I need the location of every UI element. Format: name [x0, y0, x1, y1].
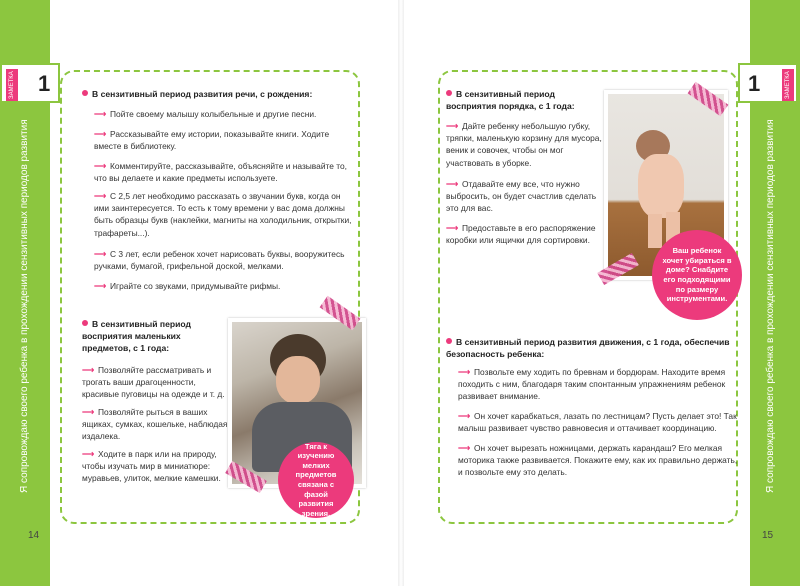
right-section1-heading: В сензитивный период восприятия порядка, с 1 года:: [446, 89, 575, 111]
right-note-label: ЗАМЕТКА: [782, 69, 794, 101]
arrow-icon: ⟶: [458, 411, 471, 421]
arrow-icon: ⟶: [82, 449, 95, 459]
list-item: ⟶ С 3 лет, если ребенок хочет нарисовать буквы, вооружитесь ручками, бумагой, грифельной доской, мелками.: [94, 249, 345, 272]
list-item: ⟶ Отдавайте ему все, что нужно выбросить, он будет счастлив сделать это для вас.: [446, 179, 597, 214]
bullet-icon: [446, 90, 452, 96]
arrow-icon: ⟶: [94, 249, 107, 259]
bullet-icon: [82, 90, 88, 96]
bullet-icon: [446, 338, 452, 344]
list-item: ⟶ Дайте ребенку небольшую губку, тряпки, маленькую корзину для мусора, веник и совочек, чтобы он мог участвовать в уборке.: [446, 121, 602, 168]
list-item: ⟶ Пойте своему малышу колыбельные и другие песни.: [94, 109, 317, 119]
left-page-number: 14: [28, 530, 40, 541]
list-item: ⟶ Ходите в парк или на природу, чтобы изучать мир в миниатюре: муравьев, улиток, мелкие камешки.: [82, 449, 221, 484]
child-face: [276, 356, 320, 404]
left-section2-heading: В сензитивный период восприятия маленьких предметов, с 1 года:: [82, 319, 191, 353]
list-item: ⟶ Он хочет вырезать ножницами, держать карандаш? Его мелкая моторика также развивается. Покажите ему, как их правильно держать, и позвольте ему это делать.: [458, 443, 738, 478]
list-item: ⟶ Комментируйте, рассказывайте, объясняйте и называйте то, что вы делаете и какие предметы используете.: [94, 161, 347, 184]
arrow-icon: ⟶: [458, 443, 471, 453]
arrow-icon: ⟶: [458, 367, 471, 377]
right-info-bubble: Ваш ребенок хочет убираться в доме? Снабдите его подходящими по размеру инструментами.: [652, 230, 742, 320]
left-side-text: Я сопровождаю своего ребенка в прохождении сензитивных периодов развития: [19, 119, 30, 493]
left-note-label: ЗАМЕТКА: [6, 69, 18, 101]
list-item: ⟶ С 2,5 лет необходимо рассказать о звучании букв, когда он ими заинтересуется. То есть к тому времени у вас дома должны быть образцы букв (наклейки, магниты на холодильник, открытки, трафареты...).: [94, 191, 352, 238]
list-item: ⟶ Предоставьте в его распоряжение коробки или ящички для сортировки.: [446, 223, 596, 246]
left-info-bubble: Тяга к изучению мелких предметов связана с фазой развития зрения.: [278, 442, 354, 518]
arrow-icon: ⟶: [94, 191, 107, 201]
right-section2-heading: В сензитивный период развития движения, с 1 года, обеспечив безопасность ребенка:: [446, 337, 730, 359]
list-item: ⟶ Позволяйте рассматривать и трогать ваши драгоценности, красивые пуговицы на одежде и т. д.: [82, 365, 225, 400]
child-body: [638, 154, 684, 218]
right-side-text: Я сопровождаю своего ребенка в прохождении сензитивных периодов развития: [765, 119, 776, 493]
list-item: ⟶ Играйте со звуками, придумывайте рифмы.: [94, 281, 281, 291]
arrow-icon: ⟶: [94, 281, 107, 291]
arrow-icon: ⟶: [94, 129, 107, 139]
arrow-icon: ⟶: [446, 223, 459, 233]
list-item: ⟶ Позвольте ему ходить по бревнам и бордюрам. Находите время походить с ним, благодаря таким спонтанным упражнениям ребенок развивает внимание.: [458, 367, 726, 402]
list-item: ⟶ Позволяйте рыться в ваших ящиках, сумках, кошельке, наблюдая издалека.: [82, 407, 228, 442]
right-page-number: 15: [762, 530, 774, 541]
right-note-tab: [738, 63, 798, 103]
list-item: ⟶ Рассказывайте ему истории, показывайте книги. Ходите вместе в библиотеку.: [94, 129, 330, 152]
left-note-tab: [0, 63, 60, 103]
arrow-icon: ⟶: [94, 109, 107, 119]
left-note-number: 1: [38, 71, 51, 96]
arrow-icon: ⟶: [446, 121, 459, 131]
child-leg: [648, 214, 662, 248]
arrow-icon: ⟶: [446, 179, 459, 189]
arrow-icon: ⟶: [82, 365, 95, 375]
left-section1-heading: В сензитивный период развития речи, с рождения:: [82, 88, 352, 100]
book-gutter: [398, 0, 404, 586]
right-note-number: 1: [748, 71, 761, 96]
bullet-icon: [82, 320, 88, 326]
list-item: ⟶ Он хочет карабкаться, лазать по лестницам? Пусть делает это! Так малыш развивает чувство равновесия и оттачивает координацию.: [458, 411, 737, 434]
arrow-icon: ⟶: [94, 161, 107, 171]
arrow-icon: ⟶: [82, 407, 95, 417]
